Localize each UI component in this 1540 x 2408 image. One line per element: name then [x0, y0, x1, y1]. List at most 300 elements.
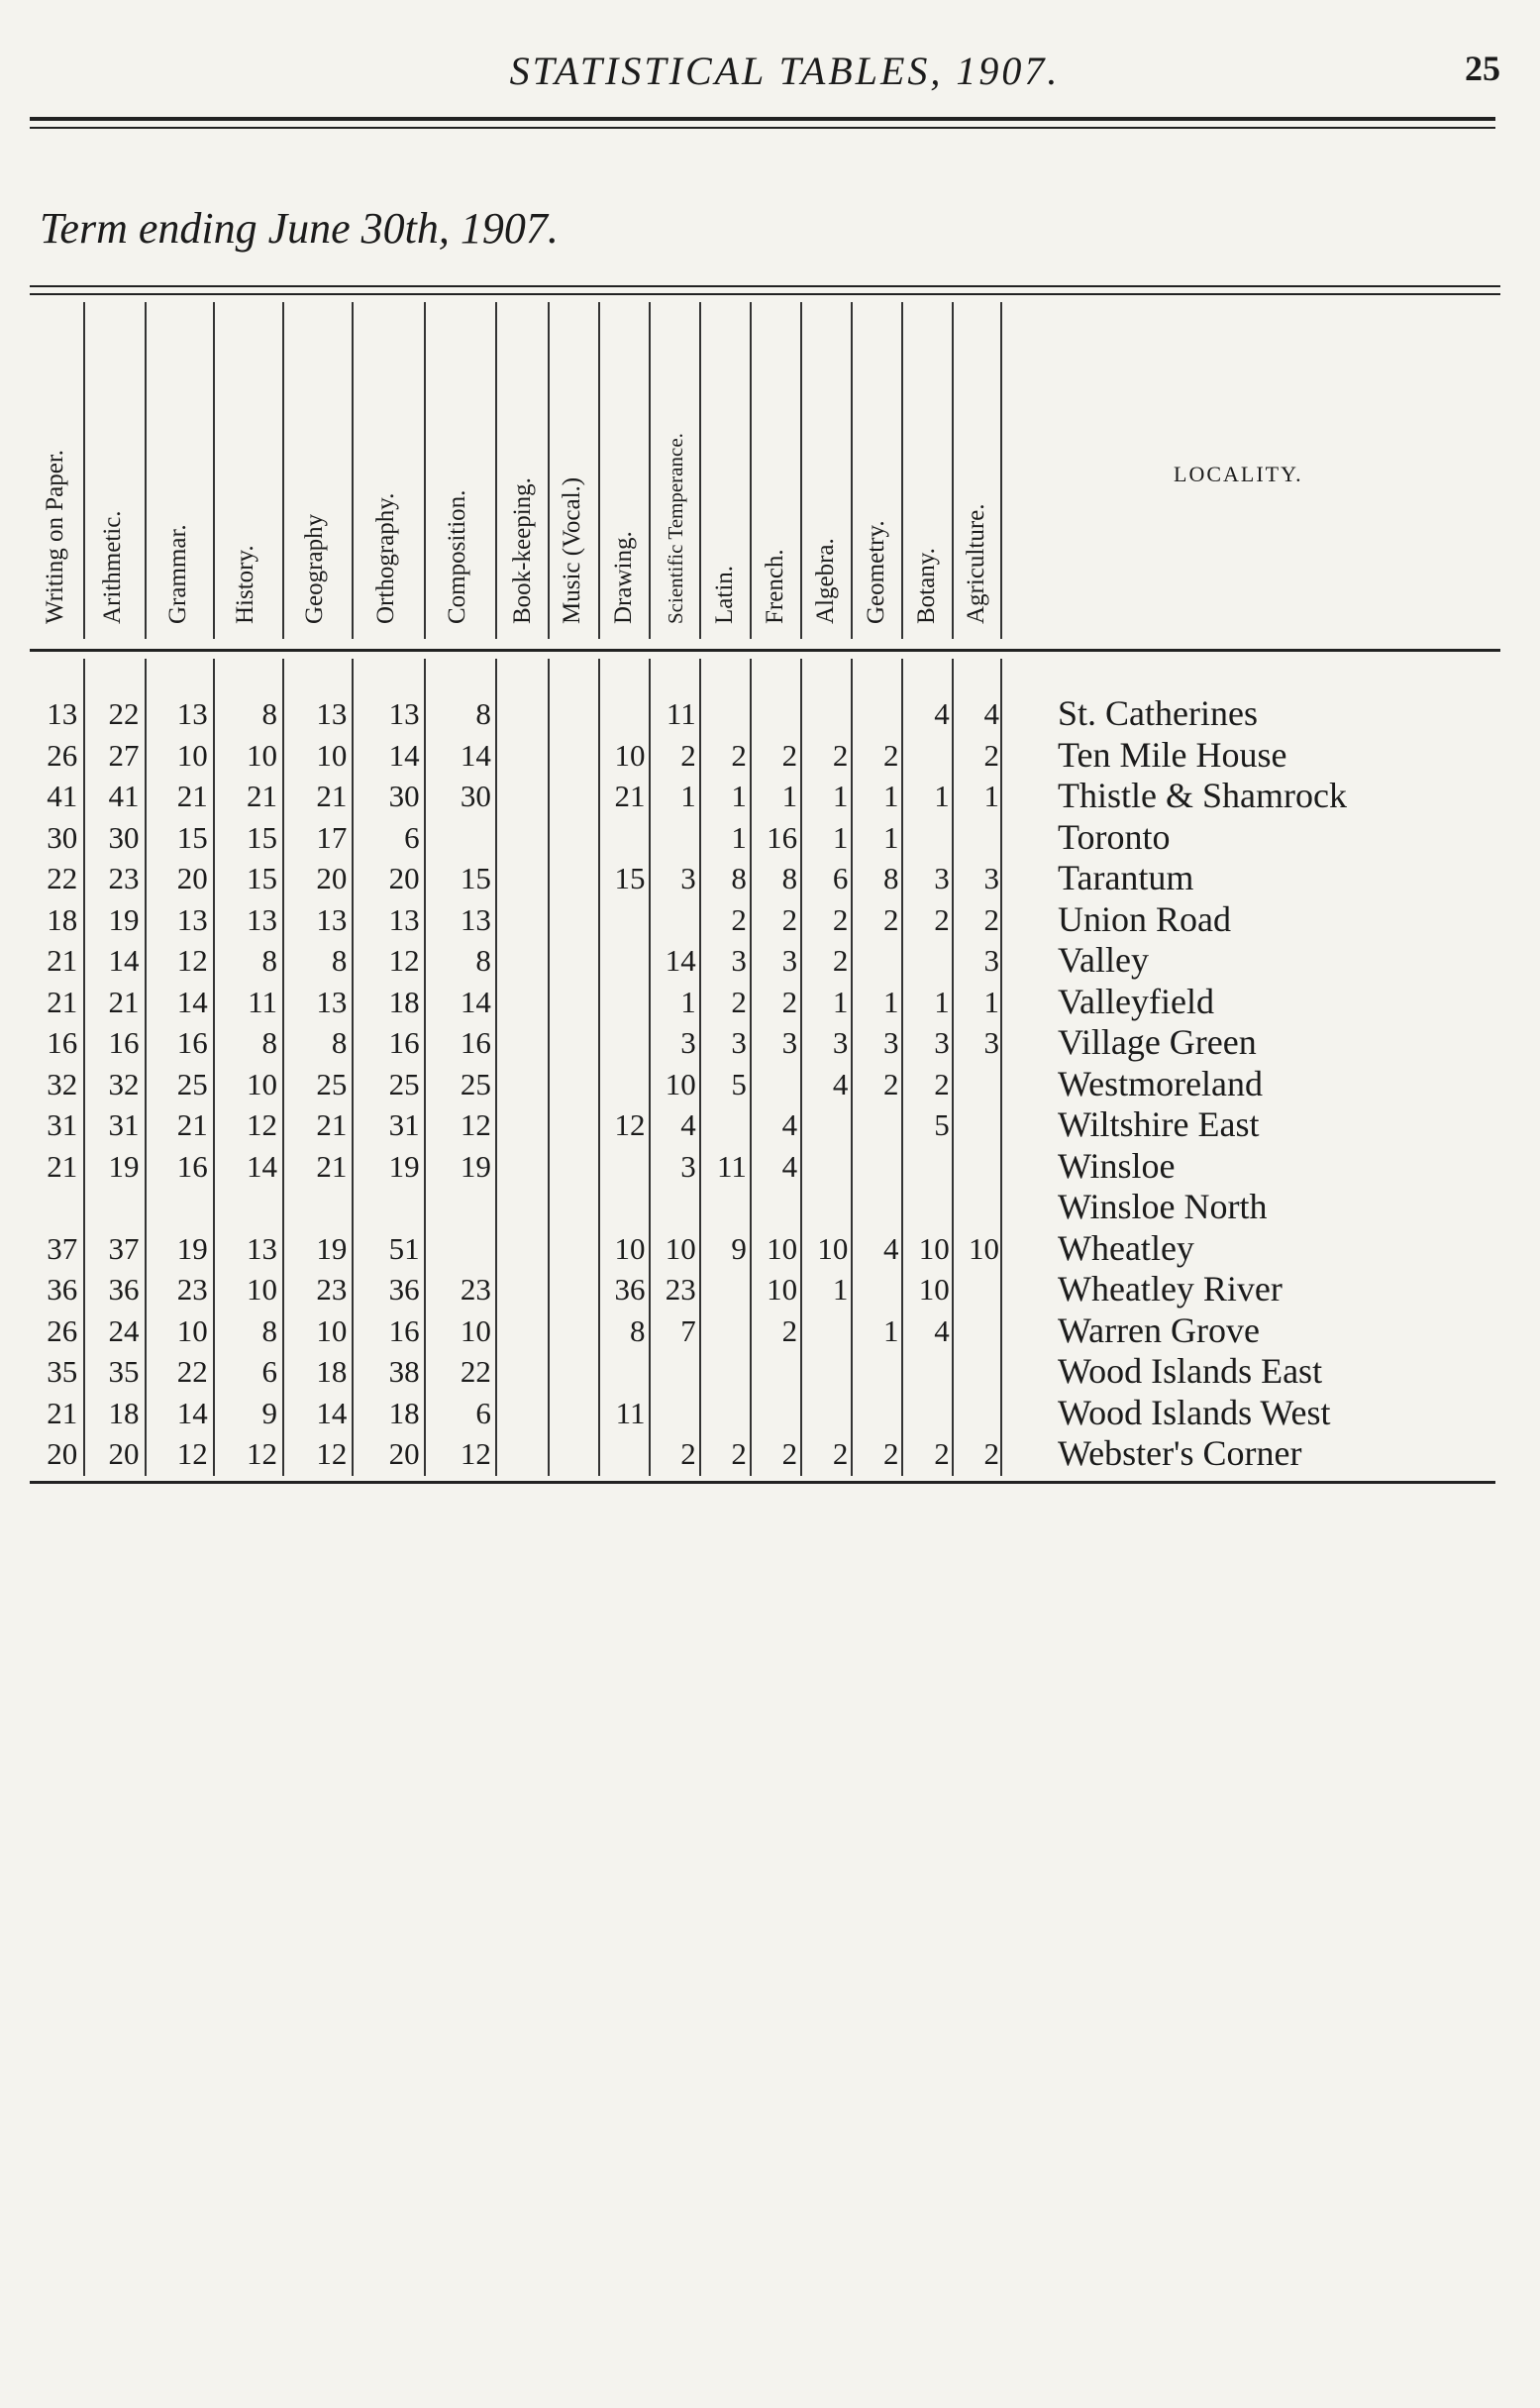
table-cell: 2 — [832, 943, 849, 978]
column-header-grammar: Grammar. — [164, 524, 191, 624]
table-cell — [550, 1269, 600, 1310]
table-cell — [550, 693, 600, 735]
col-divider — [750, 302, 752, 639]
table-cell: 23 — [316, 1272, 348, 1307]
table-cell — [753, 1187, 803, 1228]
table-cell: 35 — [47, 1354, 78, 1389]
locality-name: St. Catherines — [1058, 693, 1258, 733]
table-cell — [652, 899, 702, 941]
header-rule-top — [30, 117, 1495, 121]
table-row — [30, 1064, 1005, 1105]
table-cell: 10 — [247, 1066, 278, 1101]
table-cell: 10 — [614, 1230, 646, 1266]
table-cell — [600, 1146, 651, 1188]
table-cell — [550, 1228, 600, 1270]
table-cell: 2 — [934, 1436, 950, 1471]
table-cell: 5 — [934, 1107, 950, 1142]
table-cell: 13 — [388, 901, 420, 937]
table-cell — [956, 1064, 1005, 1105]
table-cell — [854, 1187, 904, 1228]
table-cell: 2 — [883, 1066, 899, 1101]
table-cell — [956, 1310, 1005, 1352]
locality-name: Warren Grove — [1058, 1309, 1260, 1350]
table-cell: 2 — [781, 737, 798, 773]
table-cell — [905, 1393, 956, 1434]
column-header-agriculture: Agriculture. — [963, 503, 989, 624]
table-cell — [803, 1104, 854, 1146]
table-cell: 30 — [460, 779, 491, 813]
table-cell — [497, 982, 550, 1023]
table-cell — [83, 1187, 145, 1228]
table-cell: 4 — [781, 1148, 798, 1184]
table-cell — [497, 1310, 550, 1352]
table-cell: 3 — [832, 1025, 849, 1060]
header-bottom-rule — [30, 649, 1500, 652]
table-cell: 4 — [983, 696, 999, 731]
locality-name: Valleyfield — [1058, 981, 1214, 1021]
table-cell: 36 — [388, 1272, 420, 1307]
table-bottom-rule — [30, 1481, 1495, 1484]
table-cell: 2 — [781, 1436, 798, 1471]
table-cell — [600, 1187, 651, 1228]
table-cell: 10 — [247, 1272, 278, 1307]
table-cell: 15 — [614, 861, 646, 895]
column-header-locality: LOCALITY. — [1174, 462, 1303, 486]
table-cell: 1 — [781, 779, 798, 813]
table-cell — [702, 1351, 753, 1393]
table-cell: 35 — [108, 1354, 140, 1389]
table-cell: 12 — [247, 1436, 278, 1471]
table-cell: 8 — [781, 861, 798, 895]
table-row — [30, 693, 1005, 735]
table-cell: 1 — [832, 779, 849, 813]
table-cell: 36 — [614, 1272, 646, 1307]
table-row — [30, 1433, 1005, 1475]
table-cell — [497, 1146, 550, 1188]
table-cell: 2 — [832, 1436, 849, 1471]
table-cell: 22 — [176, 1354, 208, 1389]
table-cell: 13 — [388, 696, 420, 731]
table-cell: 6 — [404, 819, 420, 855]
table-cell: 11 — [615, 1395, 646, 1430]
table-cell: 12 — [460, 1436, 491, 1471]
col-divider — [952, 302, 954, 639]
table-cell: 18 — [108, 1395, 140, 1430]
locality-name: Wheatley — [1058, 1227, 1194, 1268]
table-cell — [497, 693, 550, 735]
table-cell: 7 — [680, 1312, 696, 1348]
table-cell: 8 — [261, 696, 278, 731]
table-cell: 3 — [934, 861, 950, 895]
table-cell — [600, 982, 651, 1023]
table-cell: 1 — [883, 779, 899, 813]
table-cell: 3 — [680, 1148, 696, 1184]
table-cell — [956, 1393, 1005, 1434]
locality-name: Webster's Corner — [1058, 1433, 1302, 1473]
table-cell — [497, 1433, 550, 1475]
table-cell: 18 — [388, 1395, 420, 1430]
table-cell: 1 — [983, 984, 999, 1019]
table-cell: 31 — [47, 1107, 78, 1142]
table-cell: 8 — [630, 1312, 646, 1348]
table-cell: 13 — [247, 1230, 278, 1266]
table-cell: 3 — [983, 1025, 999, 1060]
header-rule-bottom — [30, 127, 1495, 129]
table-cell: 9 — [731, 1230, 747, 1266]
table-cell: 14 — [460, 737, 491, 773]
table-cell — [550, 1064, 600, 1105]
table-cell: 10 — [460, 1312, 491, 1348]
table-cell: 38 — [388, 1354, 420, 1389]
table-cell: 21 — [176, 1107, 208, 1142]
table-cell: 13 — [47, 696, 78, 731]
table-cell — [905, 940, 956, 982]
table-cell — [803, 1393, 854, 1434]
table-cell — [905, 817, 956, 859]
table-cell: 10 — [316, 1312, 348, 1348]
table-cell: 15 — [176, 819, 208, 855]
table-cell: 16 — [460, 1025, 491, 1060]
table-row — [30, 776, 1005, 817]
locality-name: Westmoreland — [1058, 1063, 1264, 1103]
table-cell: 20 — [47, 1436, 78, 1471]
table-cell — [550, 817, 600, 859]
col-divider — [213, 302, 215, 639]
table-cell: 13 — [176, 901, 208, 937]
table-cell: 25 — [388, 1066, 420, 1101]
table-cell: 1 — [680, 779, 696, 813]
table-cell: 2 — [680, 1436, 696, 1471]
table-cell: 1 — [883, 984, 899, 1019]
table-cell: 31 — [108, 1107, 140, 1142]
table-cell: 15 — [247, 819, 278, 855]
table-cell: 11 — [717, 1148, 747, 1184]
table-row — [30, 1187, 1005, 1228]
table-cell: 1 — [832, 819, 849, 855]
table-cell: 3 — [680, 861, 696, 895]
table-cell: 3 — [934, 1025, 950, 1060]
table-cell — [702, 1104, 753, 1146]
table-cell — [30, 1187, 83, 1228]
table-cell: 1 — [832, 1272, 849, 1307]
table-cell: 30 — [108, 819, 140, 855]
table-cell — [702, 693, 753, 735]
table-cell: 18 — [316, 1354, 348, 1389]
table-cell — [550, 1146, 600, 1188]
col-divider — [598, 302, 600, 639]
locality-name: Wheatley River — [1058, 1269, 1283, 1309]
column-header-music: Music (Vocal.) — [559, 476, 585, 624]
table-cell: 2 — [781, 984, 798, 1019]
running-header-title: STATISTICAL TABLES, 1907. — [509, 49, 1061, 93]
table-cell — [550, 858, 600, 899]
table-cell: 12 — [316, 1436, 348, 1471]
table-row — [30, 1393, 1005, 1434]
table-cell: 26 — [47, 737, 78, 773]
table-cell: 1 — [883, 1312, 899, 1348]
table-cell: 14 — [247, 1148, 278, 1184]
table-cell: 23 — [108, 861, 140, 895]
table-cell — [753, 1064, 803, 1105]
table-cell — [956, 1146, 1005, 1188]
table-cell — [905, 735, 956, 777]
col-divider — [145, 302, 147, 639]
table-cell: 5 — [731, 1066, 747, 1101]
table-cell — [956, 1104, 1005, 1146]
table-cell — [854, 1146, 904, 1188]
table-row — [30, 1228, 1005, 1270]
table-cell: 14 — [316, 1395, 348, 1430]
table-cell: 9 — [261, 1395, 278, 1430]
table-cell: 1 — [731, 819, 747, 855]
locality-name: Wood Islands West — [1058, 1392, 1331, 1432]
col-divider — [424, 302, 426, 639]
table-cell: 23 — [176, 1272, 208, 1307]
table-cell: 10 — [767, 1230, 798, 1266]
table-cell: 4 — [934, 1312, 950, 1348]
column-header-scientific-temperance: Scientific Temperance. — [664, 433, 687, 624]
col-divider — [649, 302, 651, 639]
table-cell: 22 — [47, 861, 78, 895]
table-cell: 2 — [883, 737, 899, 773]
table-cell — [905, 1187, 956, 1228]
table-cell: 21 — [47, 984, 78, 1019]
table-cell — [600, 693, 651, 735]
table-cell: 19 — [176, 1230, 208, 1266]
table-cell — [702, 1393, 753, 1434]
table-cell: 12 — [388, 943, 420, 978]
table-row — [30, 1269, 1005, 1310]
table-cell: 16 — [108, 1025, 140, 1060]
table-row — [30, 940, 1005, 982]
table-cell: 1 — [883, 819, 899, 855]
column-header-composition: Composition. — [444, 489, 470, 624]
table-cell: 17 — [316, 819, 348, 855]
table-cell: 37 — [108, 1230, 140, 1266]
table-cell — [497, 1393, 550, 1434]
table-cell — [956, 1187, 1005, 1228]
table-cell: 15 — [247, 861, 278, 895]
locality-name: Ten Mile House — [1058, 734, 1287, 775]
table-cell: 1 — [680, 984, 696, 1019]
table-cell: 8 — [731, 861, 747, 895]
column-header-latin: Latin. — [711, 565, 738, 624]
table-cell: 1 — [934, 984, 950, 1019]
table-cell: 16 — [767, 819, 798, 855]
table-cell: 11 — [248, 984, 278, 1019]
table-cell — [600, 899, 651, 941]
table-cell: 4 — [680, 1107, 696, 1142]
table-cell: 3 — [883, 1025, 899, 1060]
table-cell — [854, 1393, 904, 1434]
col-divider — [1000, 302, 1002, 639]
table-cell: 3 — [731, 1025, 747, 1060]
table-cell — [600, 817, 651, 859]
table-cell: 2 — [934, 1066, 950, 1101]
table-cell: 36 — [47, 1272, 78, 1307]
table-cell: 14 — [460, 984, 491, 1019]
table-cell — [600, 1022, 651, 1064]
table-cell — [905, 1146, 956, 1188]
table-cell: 25 — [316, 1066, 348, 1101]
table-cell: 2 — [731, 901, 747, 937]
locality-name: Winsloe North — [1058, 1187, 1268, 1226]
table-cell — [550, 940, 600, 982]
table-cell — [803, 1351, 854, 1393]
column-header-writing: Writing on Paper. — [42, 449, 68, 624]
table-cell: 2 — [983, 901, 999, 937]
table-cell: 12 — [176, 1436, 208, 1471]
table-cell: 18 — [47, 901, 78, 937]
table-cell: 21 — [47, 943, 78, 978]
table-cell — [497, 1228, 550, 1270]
table-cell — [497, 1104, 550, 1146]
table-cell: 16 — [47, 1025, 78, 1060]
table-cell — [956, 1351, 1005, 1393]
table-cell — [803, 1310, 854, 1352]
table-cell: 10 — [176, 737, 208, 773]
table-cell: 10 — [316, 737, 348, 773]
table-cell: 10 — [665, 1066, 696, 1101]
table-cell: 41 — [47, 779, 78, 813]
table-cell: 30 — [47, 819, 78, 855]
table-cell: 19 — [108, 901, 140, 937]
table-cell: 12 — [176, 943, 208, 978]
table-cell — [497, 776, 550, 817]
table-cell: 3 — [781, 943, 798, 978]
col-divider — [851, 302, 853, 639]
table-cell: 3 — [983, 943, 999, 978]
table-cell: 2 — [680, 737, 696, 773]
table-cell: 21 — [108, 984, 140, 1019]
col-divider — [699, 302, 701, 639]
table-cell — [702, 1187, 753, 1228]
table-cell — [702, 1310, 753, 1352]
term-ending-line: Term ending June 30th, 1907. — [40, 204, 559, 253]
table-cell — [652, 1393, 702, 1434]
table-cell: 4 — [934, 696, 950, 731]
table-cell — [702, 1269, 753, 1310]
table-cell: 21 — [614, 779, 646, 813]
table-cell — [753, 693, 803, 735]
table-cell — [854, 693, 904, 735]
table-cell — [426, 1228, 497, 1270]
table-cell: 8 — [475, 696, 491, 731]
table-cell — [956, 817, 1005, 859]
column-header-botany: Botany. — [913, 548, 940, 624]
table-cell — [550, 1433, 600, 1475]
table-cell: 13 — [316, 696, 348, 731]
table-cell: 11 — [666, 696, 696, 731]
table-cell — [214, 1187, 283, 1228]
table-cell — [854, 1269, 904, 1310]
locality-name: Village Green — [1058, 1022, 1257, 1062]
table-cell: 3 — [983, 861, 999, 895]
table-cell: 20 — [176, 861, 208, 895]
table-cell — [497, 1269, 550, 1310]
table-cell — [753, 1393, 803, 1434]
table-cell: 1 — [731, 779, 747, 813]
table-cell — [283, 1187, 353, 1228]
table-cell: 32 — [108, 1066, 140, 1101]
table-cell — [145, 1187, 213, 1228]
table-cell — [753, 1351, 803, 1393]
locality-name: Tarantum — [1058, 858, 1194, 897]
table-cell — [956, 1269, 1005, 1310]
table-cell: 8 — [261, 1025, 278, 1060]
table-cell: 25 — [460, 1066, 491, 1101]
table-cell: 41 — [108, 779, 140, 813]
column-header-arithmetic: Arithmetic. — [99, 510, 126, 624]
table-cell: 14 — [176, 1395, 208, 1430]
table-cell — [497, 1187, 550, 1228]
table-cell: 13 — [460, 901, 491, 937]
col-divider — [548, 302, 550, 639]
table-cell — [550, 1351, 600, 1393]
table-cell — [497, 735, 550, 777]
table-cell — [497, 1351, 550, 1393]
table-cell: 10 — [614, 737, 646, 773]
table-row — [30, 735, 1005, 777]
table-row — [30, 817, 1005, 859]
table-cell: 19 — [460, 1148, 491, 1184]
table-cell: 12 — [614, 1107, 646, 1142]
table-cell — [803, 1146, 854, 1188]
table-cell — [550, 899, 600, 941]
table-cell — [497, 817, 550, 859]
table-row — [30, 1310, 1005, 1352]
table-cell — [426, 1187, 497, 1228]
table-cell — [652, 1187, 702, 1228]
table-cell: 31 — [388, 1107, 420, 1142]
page-number: 25 — [1465, 49, 1500, 88]
table-cell: 10 — [817, 1230, 849, 1266]
table-cell: 20 — [108, 1436, 140, 1471]
column-header-geometry: Geometry. — [863, 520, 889, 624]
locality-name: Toronto — [1058, 816, 1171, 857]
table-cell: 10 — [176, 1312, 208, 1348]
table-cell: 32 — [47, 1066, 78, 1101]
table-cell: 16 — [176, 1148, 208, 1184]
table-cell: 8 — [883, 861, 899, 895]
locality-name: Winsloe — [1058, 1145, 1176, 1186]
table-cell — [803, 1187, 854, 1228]
table-cell: 21 — [47, 1395, 78, 1430]
table-cell: 14 — [108, 943, 140, 978]
table-cell: 15 — [460, 861, 491, 895]
table-cell: 13 — [316, 984, 348, 1019]
table-cell: 21 — [47, 1148, 78, 1184]
table-cell: 2 — [731, 737, 747, 773]
table-row — [30, 1104, 1005, 1146]
locality-name: Thistle & Shamrock — [1058, 776, 1347, 815]
table-cell — [353, 1187, 425, 1228]
col-divider — [901, 302, 903, 639]
table-cell: 13 — [247, 901, 278, 937]
locality-name: Wood Islands East — [1058, 1351, 1323, 1391]
col-divider — [495, 302, 497, 639]
table-cell: 2 — [883, 901, 899, 937]
table-cell: 6 — [475, 1395, 491, 1430]
table-cell: 13 — [316, 901, 348, 937]
table-cell — [600, 1351, 651, 1393]
table-cell: 19 — [316, 1230, 348, 1266]
table-cell: 8 — [331, 943, 348, 978]
table-cell — [550, 735, 600, 777]
table-cell: 2 — [832, 901, 849, 937]
table-cell: 14 — [388, 737, 420, 773]
table-cell: 23 — [665, 1272, 696, 1307]
